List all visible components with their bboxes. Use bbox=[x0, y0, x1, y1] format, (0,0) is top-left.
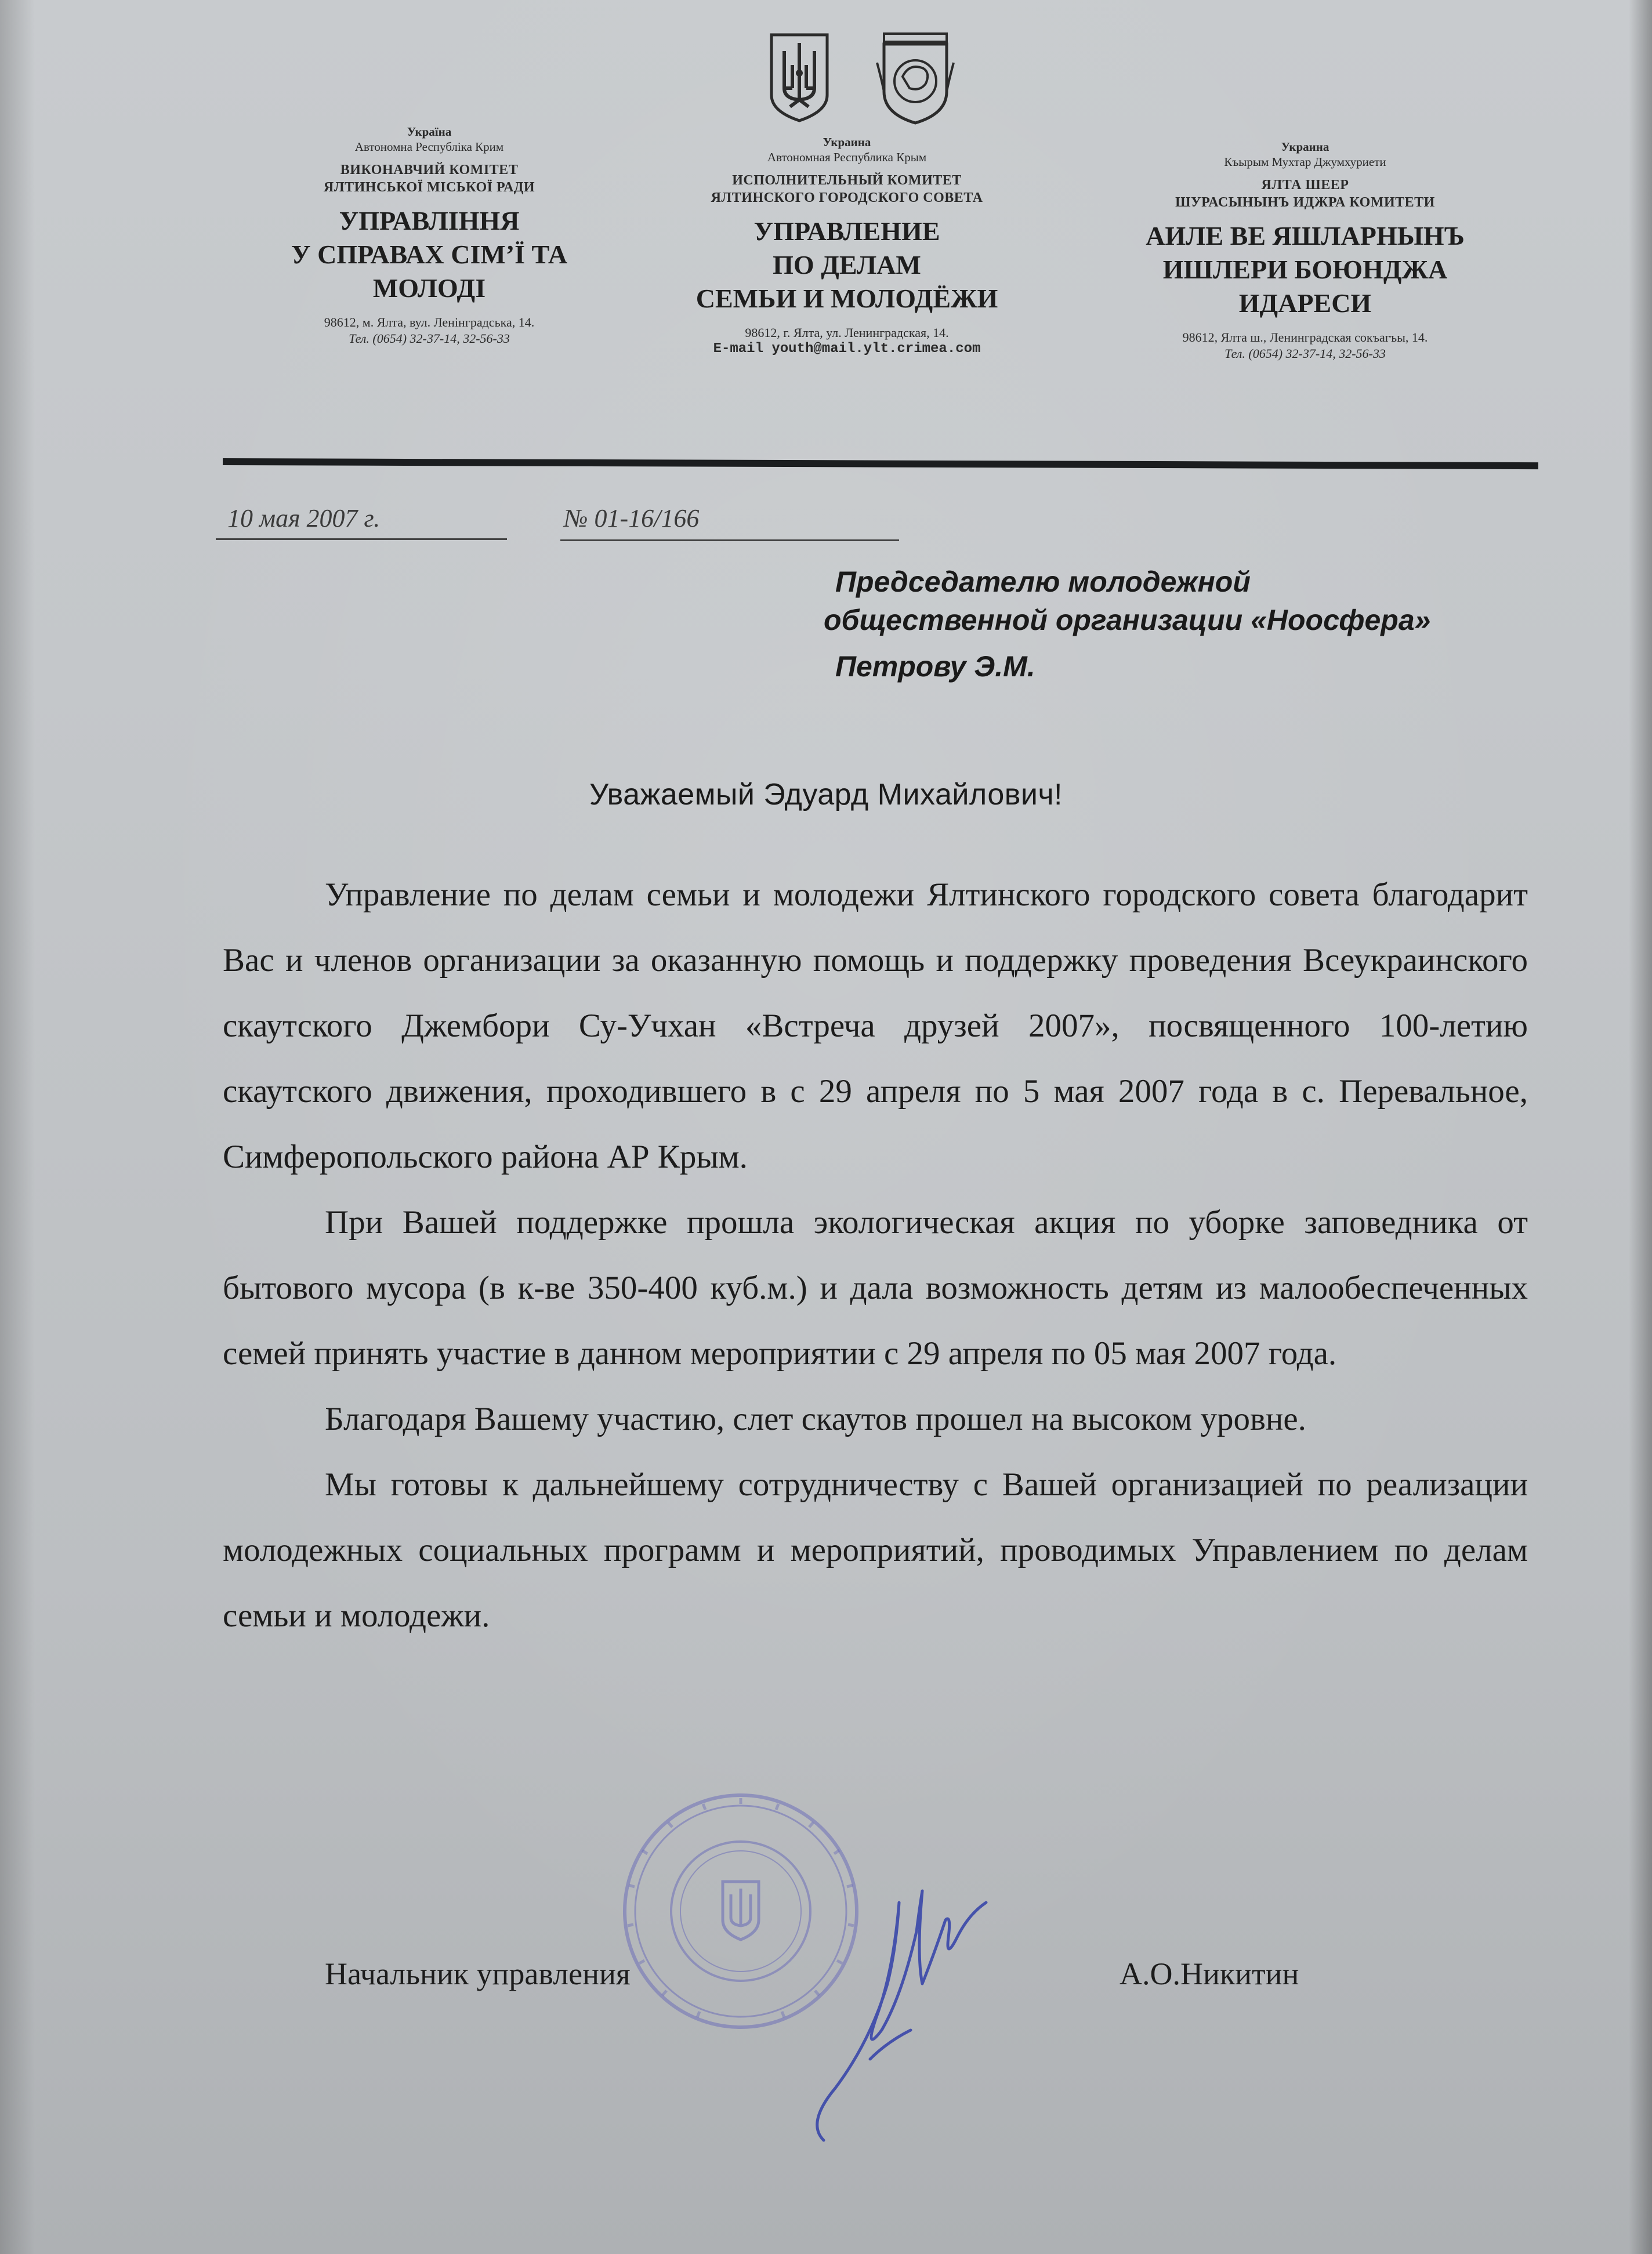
salutation: Уважаемый Эдуард Михайлович! bbox=[589, 778, 1063, 811]
crimea-coat-of-arms-icon bbox=[875, 28, 956, 126]
dept-line2-ua: У СПРАВАХ СІМ’Ї ТА bbox=[291, 240, 568, 269]
country-ru: Украина bbox=[823, 135, 871, 149]
signatory-title: Начальник управления bbox=[325, 1956, 631, 1991]
region-ru: Автономная Республика Крым bbox=[767, 150, 927, 164]
page-shadow-right bbox=[1629, 0, 1652, 2254]
addressee-block bbox=[824, 563, 1578, 686]
page-shadow-left bbox=[0, 0, 35, 2254]
org-line2-ru: ЯЛТИНСКОГО ГОРОДСКОГО СОВЕТА bbox=[711, 190, 983, 205]
paragraph-2: При Вашей поддержке прошла экологическая акция по уборке заповедника от бытового мусора (в к-ве 350-400 куб.м.) и дала возможность детям из малообеспеченных семей принять участие в данном мероприятии с 29 апреля по 05 мая 2007 года. bbox=[223, 1204, 1528, 1372]
org-line2-ua: ЯЛТИНСЬКОЇ МІСЬКОЇ РАДИ bbox=[323, 180, 535, 195]
letter-number: № 01-16/166 bbox=[560, 503, 899, 541]
addressee-name: Петрову Э.М. bbox=[835, 650, 1035, 683]
paragraph-4: Мы готовы к дальнейшему сотрудничеству с Вашей организацией по реализации молодежных социальных программ и мероприятий, проводимых Управлением по делам семьи и молодежи. bbox=[223, 1466, 1528, 1634]
header-crimean-tatar bbox=[1079, 139, 1531, 362]
dept-line2-ru: ПО ДЕЛАМ bbox=[773, 250, 921, 280]
dept-line3-crh: ИДАРЕСИ bbox=[1238, 288, 1372, 318]
letter-body bbox=[223, 862, 1528, 1648]
dept-line2-crh: ИШЛЕРИ БОЮНДЖА bbox=[1162, 255, 1448, 284]
header-russian bbox=[644, 135, 1050, 357]
country-crh: Украина bbox=[1281, 140, 1329, 154]
address-crh: 98612, Ялта ш., Ленинградская сокъагъы, 14. bbox=[1182, 330, 1428, 345]
addressee-line1: Председателю молодежной bbox=[835, 566, 1251, 598]
phone-ua: Тел. (0654) 32-37-14, 32-56-33 bbox=[349, 331, 510, 346]
paragraph-3: Благодаря Вашему участию, слет скаутов прошел на высоком уровне. bbox=[325, 1401, 1306, 1437]
region-ua: Автономна Республіка Крим bbox=[354, 140, 504, 154]
header-ukrainian bbox=[232, 124, 626, 347]
trident-emblem-icon bbox=[767, 30, 832, 123]
addressee-line2: общественной организации «Ноосфера» bbox=[824, 604, 1431, 636]
letter-date: 10 мая 2007 г. bbox=[216, 503, 507, 540]
org-line2-crh: ШУРАСЫНЫНЪ ИДЖРА КОМИТЕТИ bbox=[1175, 195, 1435, 210]
dept-line1-ru: УПРАВЛЕНИЕ bbox=[753, 216, 940, 246]
email-ru: E-mail youth@mail.ylt.crimea.com bbox=[713, 341, 981, 357]
paragraph-1: Управление по делам семьи и молодежи Ялтинского городского совета благодарит Вас и членов организации за оказанную помощь и поддержку проведения Всеукраинского скаутского Джембори Су-Учхан «Встреча друзей 2007», посвященного 100-летию скаутского движения, проходившего в с 29 апреля по 5 мая 2007 года в с. Перевальное, Симферопольского района АР Крым. bbox=[223, 876, 1528, 1175]
dept-line1-ua: УПРАВЛІННЯ bbox=[339, 206, 520, 235]
org-line1-ua: ВИКОНАВЧИЙ КОМІТЕТ bbox=[340, 162, 519, 177]
handwritten-signature bbox=[800, 1868, 998, 2146]
address-ru: 98612, г. Ялта, ул. Ленинградская, 14. bbox=[745, 325, 949, 340]
dept-line3-ua: МОЛОДІ bbox=[372, 273, 486, 303]
country-ua: Україна bbox=[407, 125, 452, 139]
address-ua: 98612, м. Ялта, вул. Ленінградська, 14. bbox=[324, 315, 535, 329]
dept-line1-crh: АИЛЕ ВЕ ЯШЛАРНЫНЪ bbox=[1146, 221, 1465, 251]
org-line1-crh: ЯЛТА ШЕЕР bbox=[1261, 177, 1349, 193]
dept-line3-ru: СЕМЬИ И МОЛОДЁЖИ bbox=[695, 284, 998, 313]
phone-crh: Тел. (0654) 32-37-14, 32-56-33 bbox=[1224, 346, 1386, 361]
header-divider bbox=[223, 458, 1538, 469]
region-crh: Къырым Мухтар Джумхуриети bbox=[1224, 155, 1386, 169]
org-line1-ru: ИСПОЛНИТЕЛЬНЫЙ КОМИТЕТ bbox=[732, 173, 962, 188]
signatory-name: А.О.Никитин bbox=[1120, 1956, 1299, 1991]
